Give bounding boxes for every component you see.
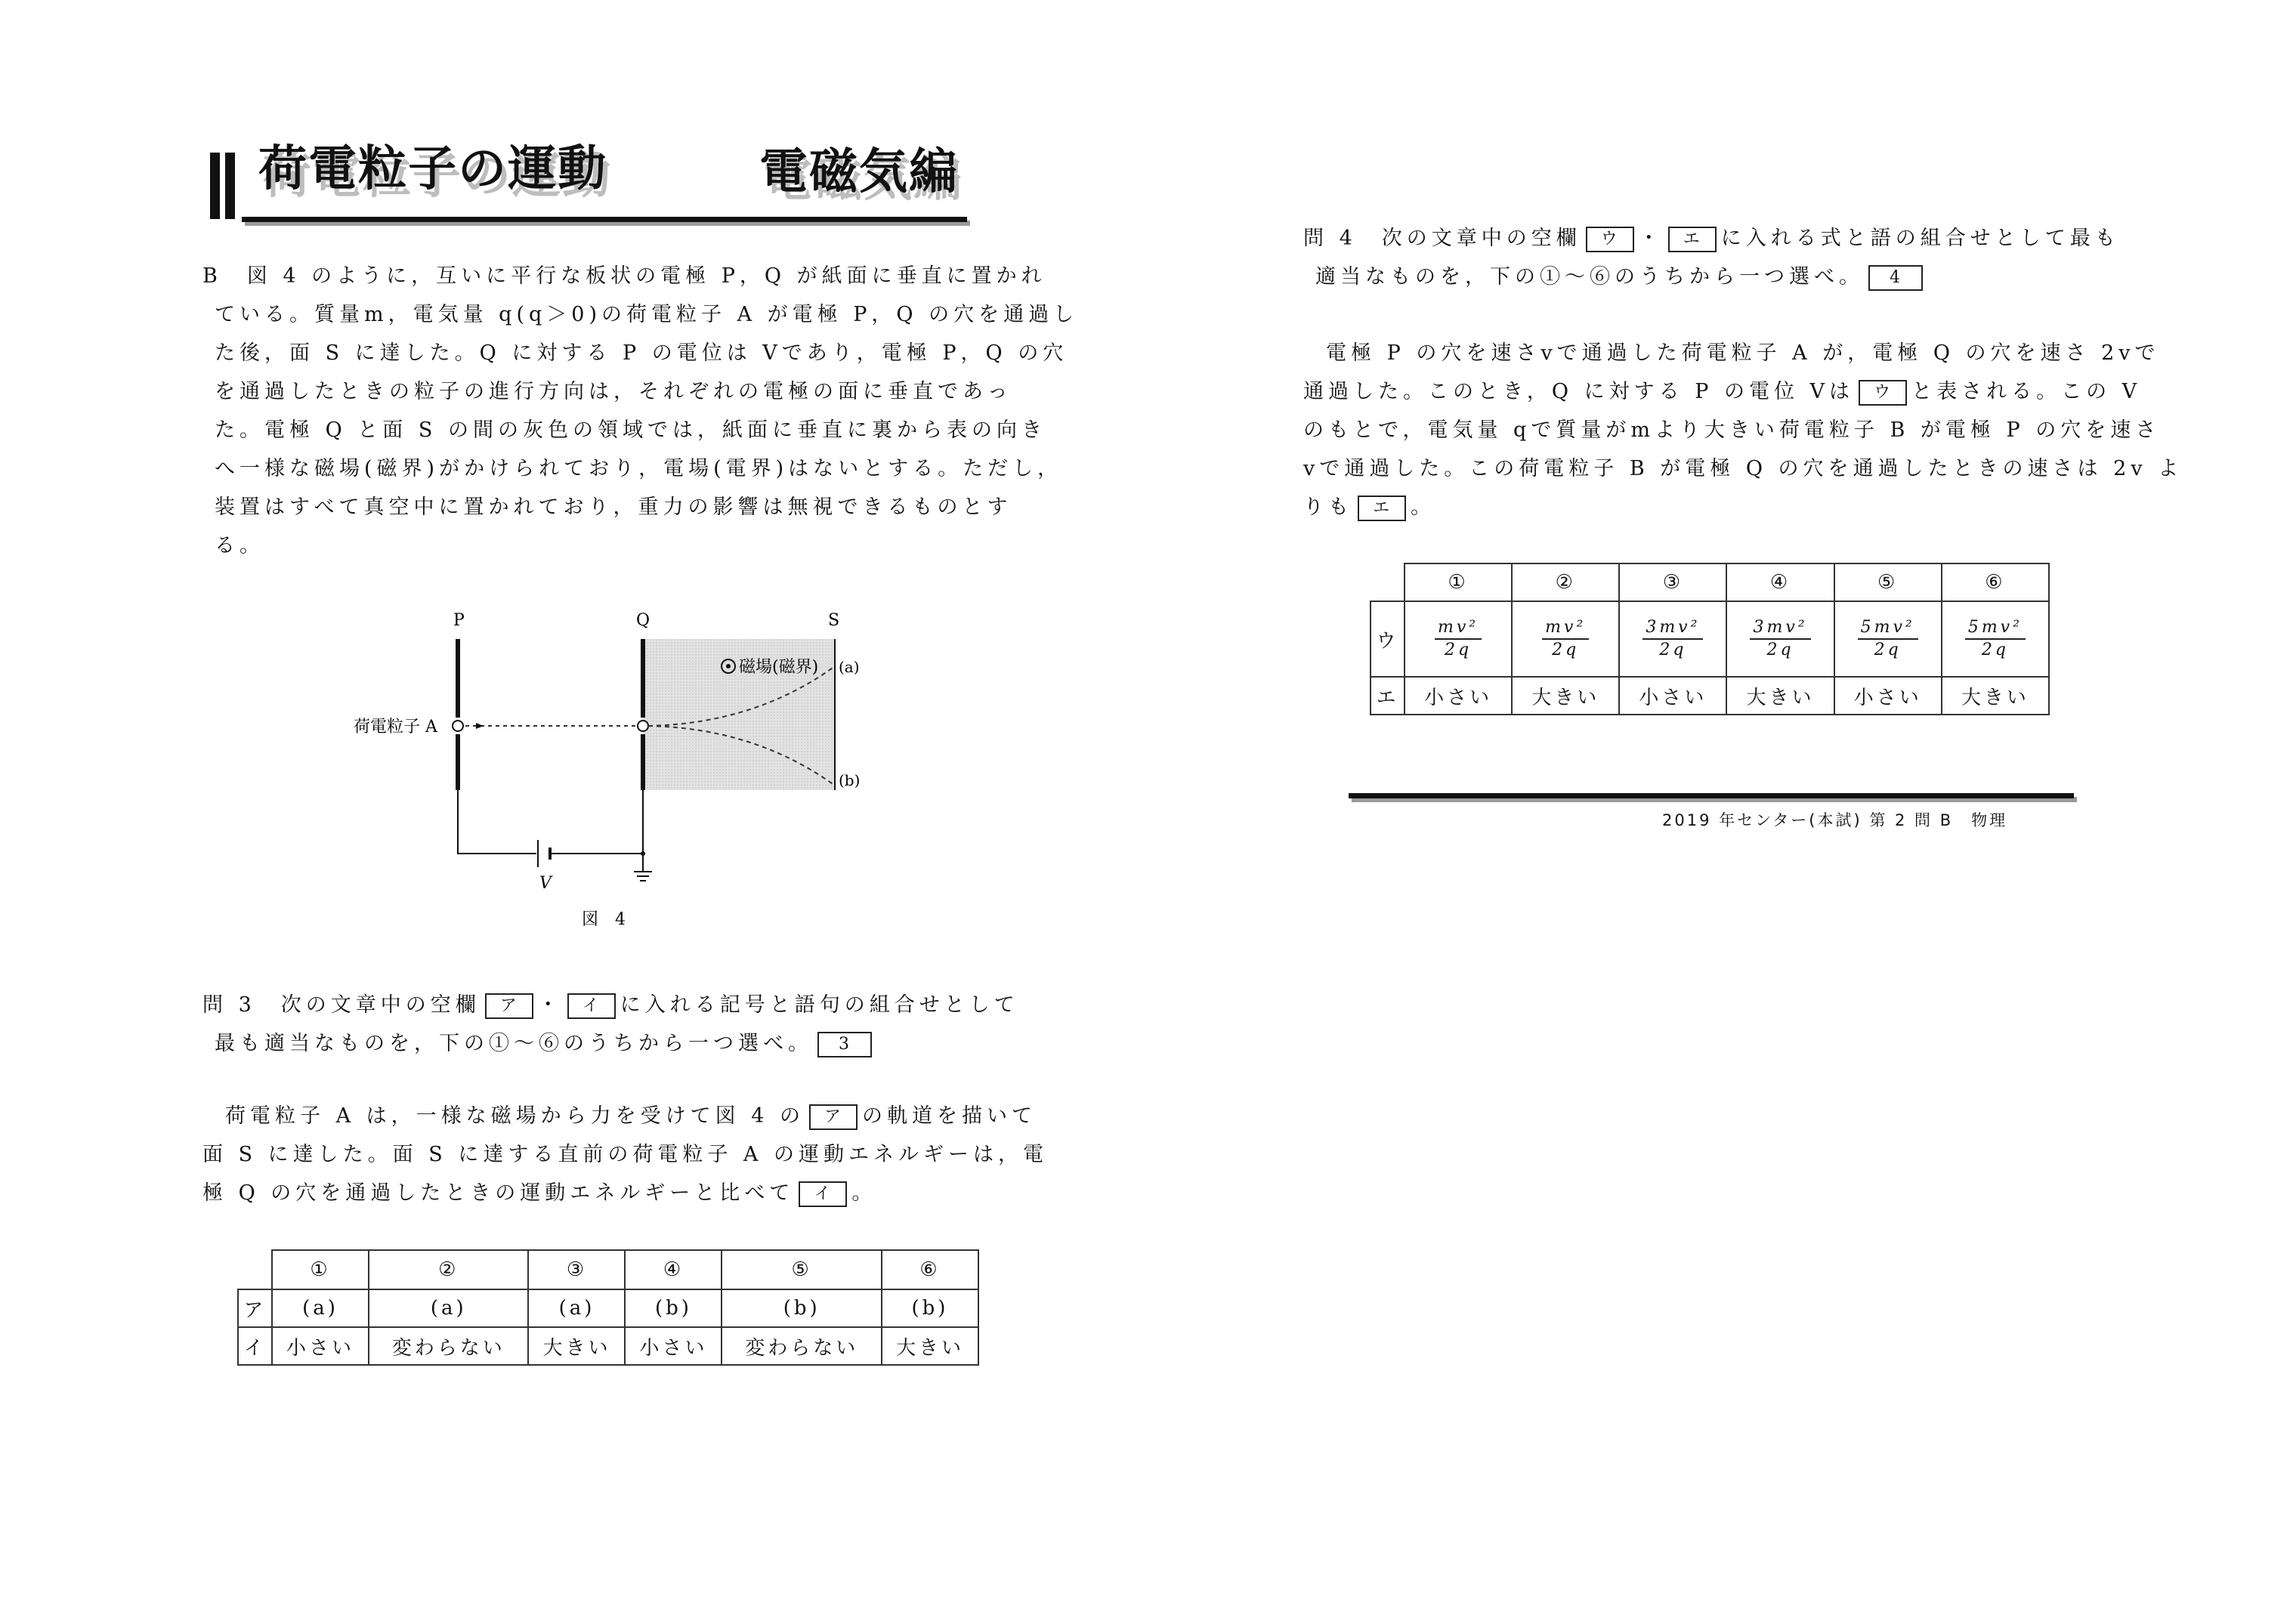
table-cell bbox=[1726, 601, 1834, 677]
table-cell: 小さい bbox=[625, 1327, 722, 1365]
q4-p1: 電極 P の穴を速さvで通過した荷電粒子 A が，電極 Q の穴を速さ 2vで bbox=[1326, 341, 2160, 365]
intro-paragraph bbox=[202, 257, 1078, 565]
table-cell: (b) bbox=[882, 1289, 978, 1327]
q4-p5-a: りも bbox=[1303, 496, 1353, 519]
q4-prompt bbox=[1303, 219, 2120, 296]
label-trajectory-b: (b) bbox=[839, 771, 861, 789]
footer-source: 2019 年センター(本試) 第 2 問 B 物理 bbox=[1662, 811, 2008, 829]
choice-2-header: ② bbox=[1512, 563, 1619, 601]
q4-line1-a: 問 4 次の文章中の空欄 bbox=[1303, 227, 1581, 250]
choice-5-header: ⑤ bbox=[1834, 563, 1942, 601]
circuit-wire bbox=[552, 790, 643, 854]
choice-3-header: ③ bbox=[528, 1250, 625, 1289]
fraction bbox=[1642, 617, 1703, 661]
choice-4-header: ④ bbox=[625, 1250, 722, 1289]
q3-prompt bbox=[202, 986, 1019, 1063]
fraction-numerator: 5mv² bbox=[1858, 617, 1918, 640]
hole-p bbox=[453, 721, 463, 731]
q4-p4: vで通過した。この荷電粒子 B が電極 Q の穴を通過したときの速さは 2v よ bbox=[1303, 457, 2183, 480]
fraction-denominator: 2q bbox=[1981, 641, 2009, 659]
row-label-i: イ bbox=[238, 1327, 272, 1365]
page-subtitle: 電磁気編 bbox=[759, 144, 959, 200]
choice-3-header: ③ bbox=[1619, 563, 1726, 601]
footer-rule bbox=[1349, 793, 2074, 798]
hole-q bbox=[638, 721, 648, 731]
blank-i-box: イ bbox=[567, 993, 616, 1019]
blank-u-box: ウ bbox=[1859, 380, 1907, 406]
intro-line: る。 bbox=[215, 534, 264, 557]
table-cell: (a) bbox=[272, 1289, 369, 1327]
intro-line: ている。質量m，電気量 q(q＞0)の荷電粒子 A が電極 P，Q の穴を通過し bbox=[215, 303, 1079, 326]
table-cell: (b) bbox=[722, 1289, 881, 1327]
label-voltage: V bbox=[539, 874, 552, 893]
table-cell: 大きい bbox=[1942, 677, 2049, 715]
choice-5-header: ⑤ bbox=[722, 1250, 881, 1289]
fraction-numerator: 3mv² bbox=[1750, 617, 1810, 640]
q4-line1-b: に入れる式と語の組合せとして最も bbox=[1720, 227, 2120, 250]
q3-p1-b: の軌道を描いて bbox=[862, 1104, 1037, 1128]
table-cell: 変わらない bbox=[722, 1327, 881, 1365]
separator-dot: ・ bbox=[537, 993, 563, 1017]
choice-1-header: ① bbox=[1405, 563, 1512, 601]
q4-p5-b: 。 bbox=[1411, 496, 1436, 519]
q4-line2: 適当なものを，下の①～⑥のうちから一つ選べ。 bbox=[1315, 265, 1864, 289]
fraction-denominator: 2q bbox=[1445, 641, 1473, 659]
label-particle: 荷電粒子 A bbox=[354, 718, 437, 736]
fraction-numerator: 5mv² bbox=[1965, 617, 2026, 640]
table-cell bbox=[1405, 601, 1512, 677]
q3-body bbox=[202, 1097, 1048, 1212]
choice-6-header: ⑥ bbox=[1942, 563, 2049, 601]
q3-p3-a: 極 Q の穴を通過したときの運動エネルギーと比べて bbox=[202, 1181, 795, 1205]
fraction-denominator: 2q bbox=[1874, 641, 1902, 659]
answer-number-3: 3 bbox=[817, 1032, 872, 1057]
table-cell bbox=[1619, 601, 1726, 677]
q3-choice-table bbox=[237, 1249, 979, 1366]
table-corner bbox=[1371, 563, 1405, 601]
fraction-numerator: 3mv² bbox=[1642, 617, 1703, 640]
table-cell: 小さい bbox=[1405, 677, 1512, 715]
field-out-of-page-dot bbox=[726, 664, 731, 668]
table-cell: 大きい bbox=[1726, 677, 1834, 715]
answer-number-4: 4 bbox=[1868, 265, 1923, 291]
fraction bbox=[1858, 617, 1918, 661]
row-label-e: エ bbox=[1371, 677, 1405, 715]
fraction-denominator: 2q bbox=[1766, 641, 1794, 659]
circuit-wire bbox=[458, 790, 536, 854]
blank-a-box: ア bbox=[809, 1104, 858, 1130]
row-label-u: ウ bbox=[1371, 601, 1405, 677]
table-cell: 小さい bbox=[272, 1327, 369, 1365]
fraction bbox=[1542, 617, 1589, 661]
q3-p1-a: 荷電粒子 A は，一様な磁場から力を受けて図 4 の bbox=[225, 1104, 805, 1128]
choice-6-header: ⑥ bbox=[882, 1250, 978, 1289]
table-cell: (a) bbox=[369, 1289, 528, 1327]
label-s: S bbox=[828, 611, 840, 630]
table-cell bbox=[1942, 601, 2049, 677]
fraction-numerator: mv² bbox=[1435, 617, 1482, 640]
intro-line: を通過したときの粒子の進行方向は，それぞれの電極の面に垂直であっ bbox=[215, 380, 1012, 403]
q4-p2-b: と表される。この V bbox=[1911, 380, 2142, 403]
fraction bbox=[1750, 617, 1810, 661]
intro-line: た後，面 S に達した。Q に対する P の電位は Vであり，電極 P，Q の穴 bbox=[215, 341, 1068, 365]
choice-1-header: ① bbox=[272, 1250, 369, 1289]
q4-p2-a: 通過した。このとき，Q に対する P の電位 Vは bbox=[1303, 380, 1855, 403]
fraction-denominator: 2q bbox=[1659, 641, 1687, 659]
blank-e-box: エ bbox=[1358, 496, 1406, 521]
intro-line: B 図 4 のように，互いに平行な板状の電極 P，Q が紙面に垂直に置かれ bbox=[202, 264, 1046, 288]
table-cell bbox=[1512, 601, 1619, 677]
header-rule bbox=[242, 217, 967, 222]
separator-dot: ・ bbox=[1638, 227, 1664, 250]
label-trajectory-a: (a) bbox=[839, 658, 860, 676]
table-cell bbox=[1834, 601, 1942, 677]
choice-4-header: ④ bbox=[1726, 563, 1834, 601]
choice-2-header: ② bbox=[369, 1250, 528, 1289]
figure-4 bbox=[332, 597, 907, 959]
fraction-denominator: 2q bbox=[1552, 641, 1580, 659]
fraction-numerator: mv² bbox=[1542, 617, 1589, 640]
label-p: P bbox=[453, 611, 465, 630]
table-cell: 大きい bbox=[882, 1327, 978, 1365]
q3-p3-b: 。 bbox=[851, 1181, 877, 1205]
row-label-a: ア bbox=[238, 1289, 272, 1327]
direction-arrow bbox=[476, 723, 484, 729]
blank-a-box: ア bbox=[485, 993, 533, 1019]
table-cell: (a) bbox=[528, 1289, 625, 1327]
q4-p3: のもとで，電気量 qで質量がmより大きい荷電粒子 B が電極 P の穴を速さ bbox=[1303, 418, 2161, 442]
page-title: 荷電粒子の運動 bbox=[258, 141, 607, 197]
blank-u-box: ウ bbox=[1586, 227, 1634, 252]
q3-line2: 最も適当なものを，下の①～⑥のうちから一つ選べ。 bbox=[215, 1032, 813, 1055]
fraction bbox=[1435, 617, 1482, 661]
label-field: 磁場(磁界) bbox=[739, 658, 819, 677]
q4-choice-table bbox=[1370, 563, 2050, 715]
q3-line1-b: に入れる記号と語句の組合せとして bbox=[620, 993, 1019, 1017]
table-cell: 小さい bbox=[1834, 677, 1942, 715]
intro-line: へ一様な磁場(磁界)がかけられており，電場(電界)はないとする。ただし， bbox=[215, 457, 1063, 480]
q3-p2: 面 S に達した。面 S に達する直前の荷電粒子 A の運動エネルギーは，電 bbox=[202, 1143, 1048, 1166]
table-cell: 変わらない bbox=[369, 1327, 528, 1365]
intro-line: た。電極 Q と面 S の間の灰色の領域では，紙面に垂直に裏から表の向き bbox=[215, 418, 1046, 442]
table-cell: 大きい bbox=[528, 1327, 625, 1365]
table-cell: 大きい bbox=[1512, 677, 1619, 715]
table-corner bbox=[238, 1250, 272, 1289]
table-cell: (b) bbox=[625, 1289, 722, 1327]
blank-i-box: イ bbox=[799, 1181, 847, 1207]
intro-line: 装置はすべて真空中に置かれており，重力の影響は無視できるものとす bbox=[215, 496, 1012, 519]
blank-e-box: エ bbox=[1668, 227, 1717, 252]
figure-caption: 図 4 bbox=[582, 910, 626, 929]
q4-body bbox=[1303, 334, 2183, 526]
fraction bbox=[1965, 617, 2026, 661]
label-q: Q bbox=[636, 611, 651, 630]
table-cell: 小さい bbox=[1619, 677, 1726, 715]
q3-line1-a: 問 3 次の文章中の空欄 bbox=[202, 993, 481, 1017]
